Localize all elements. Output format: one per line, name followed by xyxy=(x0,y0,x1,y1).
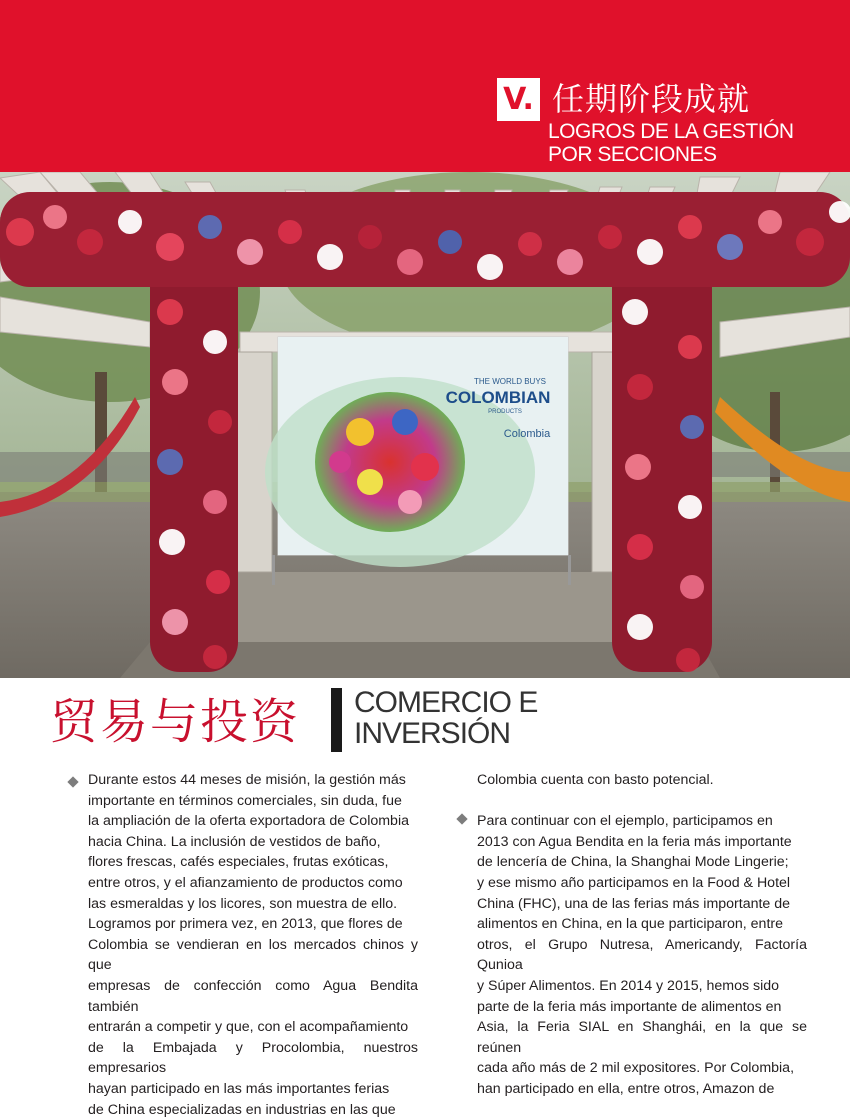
right-column-line: y ese mismo año participamos en la Food & Hotel xyxy=(477,873,807,894)
banner-brand: Colombia xyxy=(504,428,551,440)
title-divider-bar xyxy=(331,688,342,752)
right-column-line: otros, el Grupo Nutresa, Americandy, Factoría Qunioa xyxy=(477,935,807,976)
left-column-line: de China especializadas en industrias en las que xyxy=(88,1100,418,1120)
section-number-badge: V. xyxy=(497,78,540,121)
left-column-line: flores frescas, cafés especiales, frutas exóticas, xyxy=(88,852,418,873)
left-column-line: Colombia se vendieran en los mercados chinos y que xyxy=(88,935,418,976)
left-column-line: importante en términos comerciales, sin duda, fue xyxy=(88,791,418,812)
section-header-band xyxy=(0,0,850,172)
left-column-line: entre otros, y el afianzamiento de productos como xyxy=(88,873,418,894)
left-column-line: las esmeraldas y los licores, son muestra de ello. xyxy=(88,894,418,915)
left-column-line: entrarán a competir y que, con el acompañamiento xyxy=(88,1017,418,1038)
left-column-line: la ampliación de la oferta exportadora de Colombia xyxy=(88,811,418,832)
right-column-line: China (FHC), una de las ferias más importante de xyxy=(477,894,807,915)
flower-arch-illustration xyxy=(0,172,850,678)
right-column-line: y Súper Alimentos. En 2014 y 2015, hemos sido xyxy=(477,976,807,997)
left-column-line: hacia China. La inclusión de vestidos de baño, xyxy=(88,832,418,853)
section-title-spanish xyxy=(548,120,794,166)
bullet-diamond-icon xyxy=(67,776,78,787)
left-column-line: de la Embajada y Procolombia, nuestros empresarios xyxy=(88,1038,418,1079)
right-column-line: Para continuar con el ejemplo, participamos en xyxy=(477,811,807,832)
right-column-line: 2013 con Agua Bendita en la feria más importante xyxy=(477,832,807,853)
section-title-chinese: 任期阶段成就 xyxy=(552,77,750,121)
article-title-chinese: 贸易与投资 xyxy=(50,692,300,752)
flower-arch-photo xyxy=(0,172,850,678)
left-column-text xyxy=(88,770,418,1120)
right-column-line: cada año más de 2 mil expositores. Por Colombia, xyxy=(477,1058,807,1079)
bullet-diamond-icon xyxy=(456,813,467,824)
left-column-line: hayan participado en las más importantes ferias xyxy=(88,1079,418,1100)
left-column-line: empresas de confección como Agua Bendita también xyxy=(88,976,418,1017)
article-title-spanish-line1: COMERCIO E xyxy=(354,687,537,718)
right-column-line: parte de la feria más importante de alimentos en xyxy=(477,997,807,1018)
left-column-line: Durante estos 44 meses de misión, la gestión más xyxy=(88,770,418,791)
right-column-line: de lencería de China, la Shanghai Mode Lingerie; xyxy=(477,852,807,873)
section-title-spanish-line2: POR SECCIONES xyxy=(548,143,794,166)
paragraph-spacer xyxy=(477,791,807,812)
right-column-line: alimentos en China, en la que participaron, entre xyxy=(477,914,807,935)
banner-text-line2: COLOMBIAN xyxy=(446,388,551,407)
banner-text-line1: THE WORLD BUYS xyxy=(474,377,546,386)
section-title-spanish-line1: LOGROS DE LA GESTIÓN xyxy=(548,120,794,143)
right-column-text xyxy=(477,770,807,1100)
banner-text-line3: PRODUCTS xyxy=(488,409,522,415)
right-column-line: Asia, la Feria SIAL en Shanghái, en la que se reúnen xyxy=(477,1017,807,1058)
article-title-spanish xyxy=(354,687,537,749)
left-column-line: Logramos por primera vez, en 2013, que flores de xyxy=(88,914,418,935)
right-column-line: han participado en ella, entre otros, Amazon de xyxy=(477,1079,807,1100)
article-title-spanish-line2: INVERSIÓN xyxy=(354,718,537,749)
right-column-continuation: Colombia cuenta con basto potencial. xyxy=(477,770,807,791)
